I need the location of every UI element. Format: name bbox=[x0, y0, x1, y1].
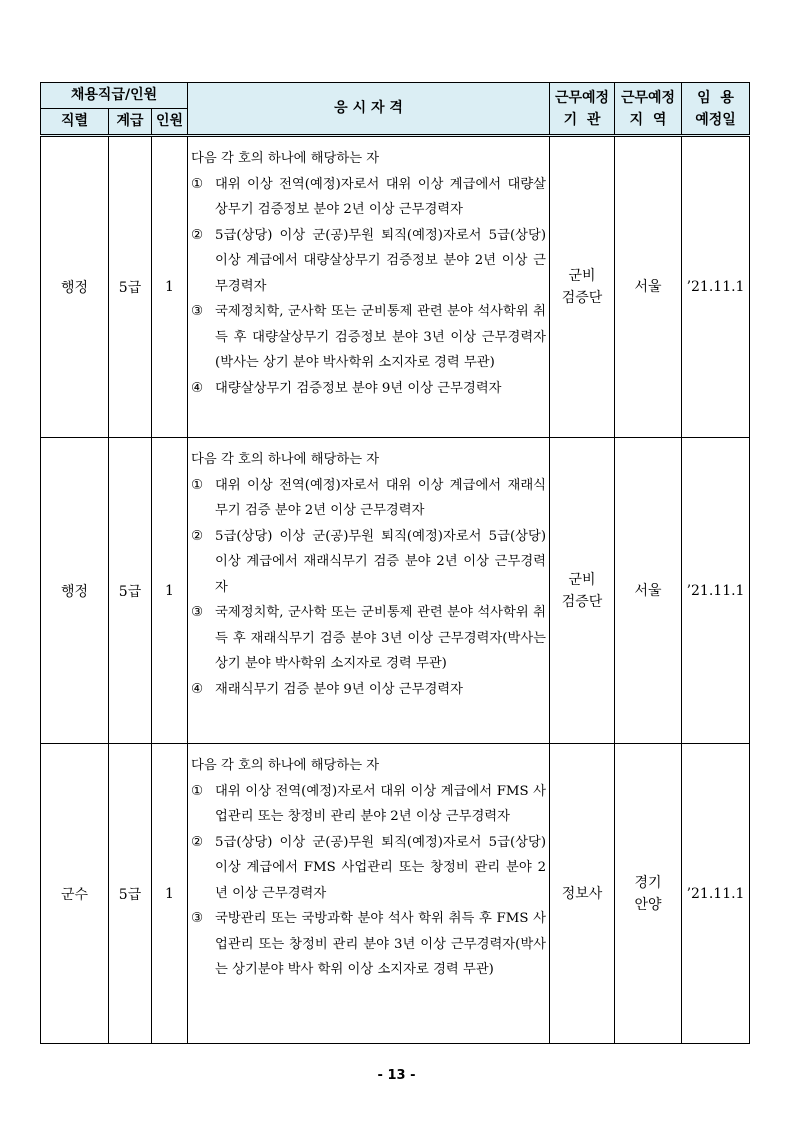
item-text: 대위 이상 전역(예정)자로서 대위 이상 계급에서 재래식무기 검증 분야 2년 이상 근무경력자 bbox=[215, 477, 547, 518]
header-org bbox=[550, 83, 615, 136]
header-region bbox=[615, 83, 682, 136]
org-cell bbox=[550, 438, 615, 744]
item-text: 5급(상당) 이상 군(공)무원 퇴직(예정)자로서 5급(상당) 이상 계급에서 FMS 사업관리 또는 창정비 관리 분야 2년 이상 근무경력자 bbox=[215, 834, 547, 901]
header-qualification: 응 시 자 격 bbox=[188, 83, 550, 136]
item-number: ③ bbox=[191, 605, 203, 620]
org-cell bbox=[550, 136, 615, 438]
qualification-item bbox=[191, 473, 546, 524]
count-cell: 1 bbox=[152, 438, 188, 744]
position-cell: 행정 bbox=[41, 136, 109, 438]
qualification-item bbox=[191, 524, 546, 601]
item-number: ① bbox=[191, 176, 203, 192]
item-number: ① bbox=[191, 783, 203, 799]
item-number: ② bbox=[191, 528, 203, 544]
grade-cell: 5급 bbox=[109, 438, 152, 744]
header-row-1 bbox=[41, 83, 750, 109]
header-region-line1: 근무예정 bbox=[620, 89, 676, 106]
org-line2: 검증단 bbox=[561, 593, 603, 610]
header-region-line2: 지 역 bbox=[629, 111, 667, 128]
date-cell: ’21.11.1 bbox=[682, 438, 750, 744]
date-cell: ’21.11.1 bbox=[682, 136, 750, 438]
position-cell: 군수 bbox=[41, 744, 109, 1044]
header-grade: 계급 bbox=[109, 109, 152, 136]
qualification-intro: 다음 각 호의 하나에 해당하는 자 bbox=[191, 151, 380, 166]
qualification-item bbox=[191, 600, 546, 677]
item-number: ④ bbox=[191, 681, 203, 697]
org-line2: 검증단 bbox=[561, 290, 603, 306]
org-cell bbox=[550, 744, 615, 1044]
header-org-line2: 기 관 bbox=[563, 111, 601, 128]
region-line2: 안양 bbox=[634, 896, 662, 913]
qualification-item bbox=[191, 223, 546, 300]
header-group-cell: 채용직급/인원 bbox=[41, 83, 188, 109]
table-row bbox=[41, 438, 750, 744]
header-appointment-line1: 임 용 bbox=[697, 89, 734, 106]
date-cell: ’21.11.1 bbox=[682, 744, 750, 1044]
item-text: 대량살상무기 검증정보 분야 9년 이상 근무경력자 bbox=[215, 380, 502, 396]
item-number: ③ bbox=[191, 911, 203, 926]
header-appointment bbox=[682, 83, 750, 136]
count-cell: 1 bbox=[152, 744, 188, 1044]
header-org-line1: 근무예정 bbox=[554, 89, 610, 106]
item-text: 국방관리 또는 국방과학 분야 석사 학위 취득 후 FMS 사업관리 또는 창정비 관리 분야 3년 이상 근무경력자(박사는 상기분야 박사 학위 이상 소지자로 경력 무관) bbox=[215, 911, 547, 977]
header-appointment-line2: 예정일 bbox=[695, 111, 736, 128]
item-text: 5급(상당) 이상 군(공)무원 퇴직(예정)자로서 5급(상당) 이상 계급에서 재래식무기 검증 분야 2년 이상 근무경력자 bbox=[215, 528, 547, 595]
item-number: ② bbox=[191, 227, 203, 243]
table-row bbox=[41, 744, 750, 1044]
region-cell bbox=[615, 744, 682, 1044]
header-count: 인원 bbox=[152, 109, 188, 136]
region-line1: 서울 bbox=[634, 279, 662, 295]
qualification-item bbox=[191, 677, 546, 703]
item-number: ④ bbox=[191, 380, 203, 396]
table-row bbox=[41, 136, 750, 438]
item-number: ① bbox=[191, 477, 203, 493]
qualification-intro: 다음 각 호의 하나에 해당하는 자 bbox=[191, 452, 380, 467]
qualification-cell bbox=[188, 438, 550, 744]
page-number: - 13 - bbox=[377, 1068, 416, 1083]
position-cell: 행정 bbox=[41, 438, 109, 744]
item-text: 대위 이상 전역(예정)자로서 대위 이상 계급에서 대량살상무기 검증정보 분야 2년 이상 근무경력자 bbox=[215, 176, 547, 217]
region-line1: 서울 bbox=[634, 582, 662, 599]
region-cell bbox=[615, 136, 682, 438]
org-line1: 군비 bbox=[568, 268, 596, 284]
org-line1: 군비 bbox=[568, 571, 596, 588]
qualification-cell bbox=[188, 136, 550, 438]
item-text: 5급(상당) 이상 군(공)무원 퇴직(예정)자로서 5급(상당) 이상 계급에서 대량살상무기 검증정보 분야 2년 이상 근무경력자 bbox=[215, 227, 547, 294]
qualification-item bbox=[191, 376, 546, 402]
grade-cell: 5급 bbox=[109, 744, 152, 1044]
qualification-item bbox=[191, 830, 546, 907]
qualification-item bbox=[191, 172, 546, 223]
qualification-item bbox=[191, 779, 546, 830]
item-text: 국제정치학, 군사학 또는 군비통제 관련 분야 석사학위 취득 후 재래식무기 검증 분야 3년 이상 근무경력자(박사는 상기 분야 박사학위 소지자로 경력 무관) bbox=[215, 605, 547, 671]
header-position: 직렬 bbox=[41, 109, 109, 136]
recruitment-table bbox=[40, 82, 750, 1044]
item-text: 대위 이상 전역(예정)자로서 대위 이상 계급에서 FMS 사업관리 또는 창정비 관리 분야 2년 이상 근무경력자 bbox=[215, 783, 547, 824]
qualification-item bbox=[191, 299, 546, 376]
item-text: 재래식무기 검증 분야 9년 이상 근무경력자 bbox=[215, 681, 463, 697]
item-number: ③ bbox=[191, 304, 203, 319]
region-line1: 경기 bbox=[634, 874, 662, 891]
grade-cell: 5급 bbox=[109, 136, 152, 438]
qualification-item bbox=[191, 906, 546, 983]
qualification-intro: 다음 각 호의 하나에 해당하는 자 bbox=[191, 758, 380, 773]
qualification-cell bbox=[188, 744, 550, 1044]
org-line1: 정보사 bbox=[561, 885, 603, 902]
item-text: 국제정치학, 군사학 또는 군비통제 관련 분야 석사학위 취득 후 대량살상무기 검증정보 분야 3년 이상 근무경력자(박사는 상기 분야 박사학위 소지자로 경력 무관) bbox=[215, 304, 547, 370]
count-cell: 1 bbox=[152, 136, 188, 438]
region-cell bbox=[615, 438, 682, 744]
item-number: ② bbox=[191, 834, 203, 850]
